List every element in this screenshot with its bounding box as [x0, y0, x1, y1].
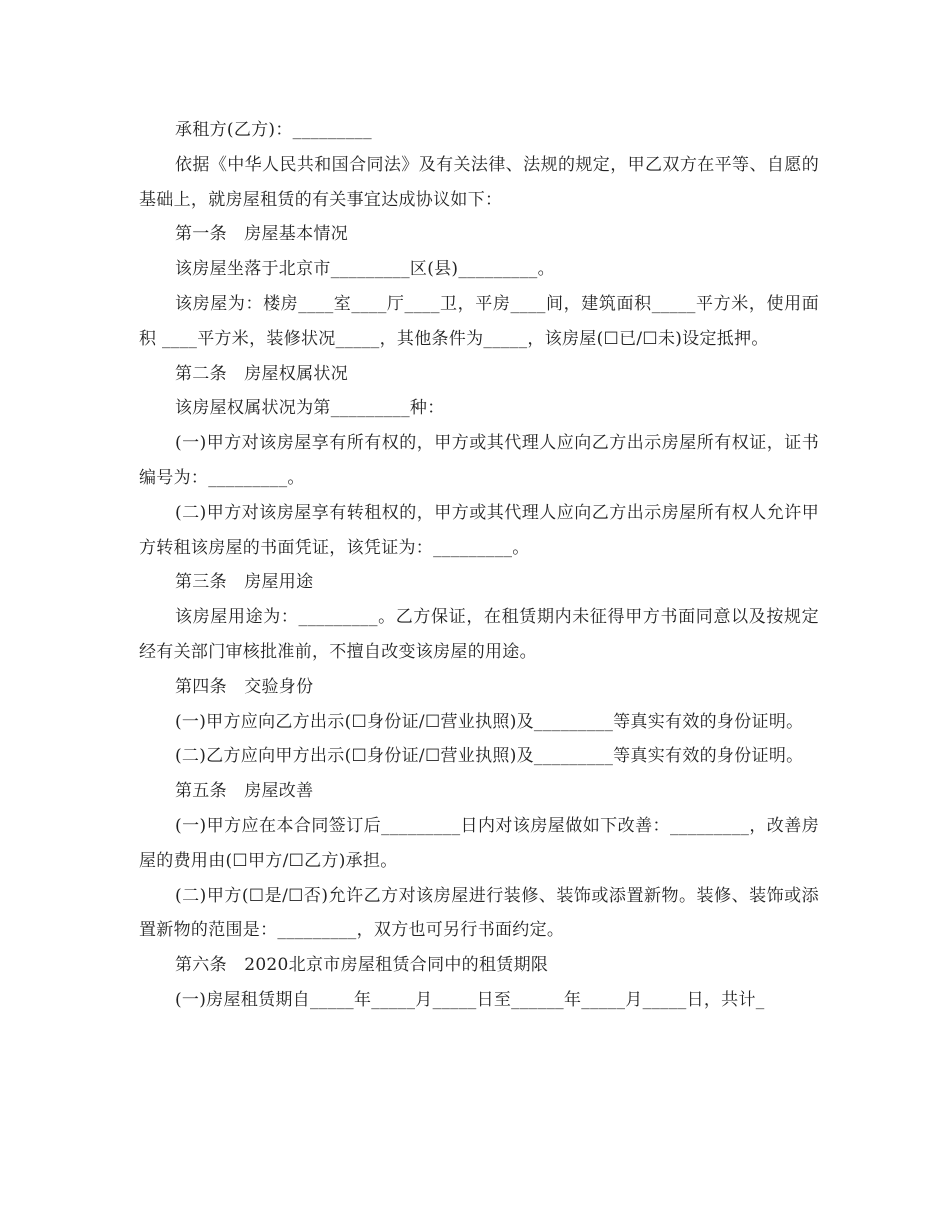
article-4-item-1: (一)甲方应向乙方出示(☐身份证/☐营业执照)及_________等真实有效的身份证明。 [175, 711, 804, 732]
article-4-heading: 第四条 交验身份 [175, 676, 314, 697]
article-2-item-2: (二)甲方对该房屋享有转租权的，甲方或其代理人应向乙方出示房屋所有权人允许甲方转租该房屋的书面凭证，该凭证为：_________。 [139, 502, 819, 558]
preamble-paragraph: 依据《中华人民共和国合同法》及有关法律、法规的规定，甲乙双方在平等、自愿的基础上，就房屋租赁的有关事宜达成协议如下： [139, 154, 819, 210]
article-4-item-2: (二)乙方应向甲方出示(☐身份证/☐营业执照)及_________等真实有效的身份证明。 [175, 746, 804, 767]
article-5-heading: 第五条 房屋改善 [175, 781, 314, 802]
lessee-line: 承租方(乙方)：_________ [175, 120, 372, 140]
article-1-heading: 第一条 房屋基本情况 [175, 224, 348, 245]
article-1-details: 该房屋为：楼房____室____厅____卫，平房____间，建筑面积_____平方米，使用面积 ____平方米，装修状况_____，其他条件为_____，该房屋(☐已/☐未)设定抵押。 [139, 293, 819, 349]
article-2-item-1: (一)甲方对该房屋享有所有权的，甲方或其代理人应向乙方出示房屋所有权证，证书编号为：_________。 [139, 433, 819, 488]
article-1-location: 该房屋坐落于北京市_________区(县)_________。 [175, 259, 555, 280]
article-2-heading: 第二条 房屋权属状况 [175, 363, 348, 384]
article-3-heading: 第三条 房屋用途 [175, 572, 314, 593]
article-5-item-2: (二)甲方(☐是/☐否)允许乙方对该房屋进行装修、装饰或添置新物。装修、装饰或添置新物的范围是：_________，双方也可另行书面约定。 [139, 885, 819, 941]
article-2-intro: 该房屋权属状况为第_________种： [175, 398, 445, 419]
document-body [139, 113, 819, 1018]
article-5-item-1: (一)甲方应在本合同签订后_________日内对该房屋做如下改善：_________，改善房屋的费用由(☐甲方/☐乙方)承担。 [139, 815, 819, 871]
article-6-item-1: (一)房屋租赁期自_____年_____月_____日至______年_____月_____日，共计_ [175, 989, 765, 1010]
article-6-heading: 第六条 2020北京市房屋租赁合同中的租赁期限 [175, 955, 549, 976]
article-3-usage: 该房屋用途为：_________。乙方保证，在租赁期内未征得甲方书面同意以及按规定经有关部门审核批准前，不擅自改变该房屋的用途。 [139, 607, 819, 662]
